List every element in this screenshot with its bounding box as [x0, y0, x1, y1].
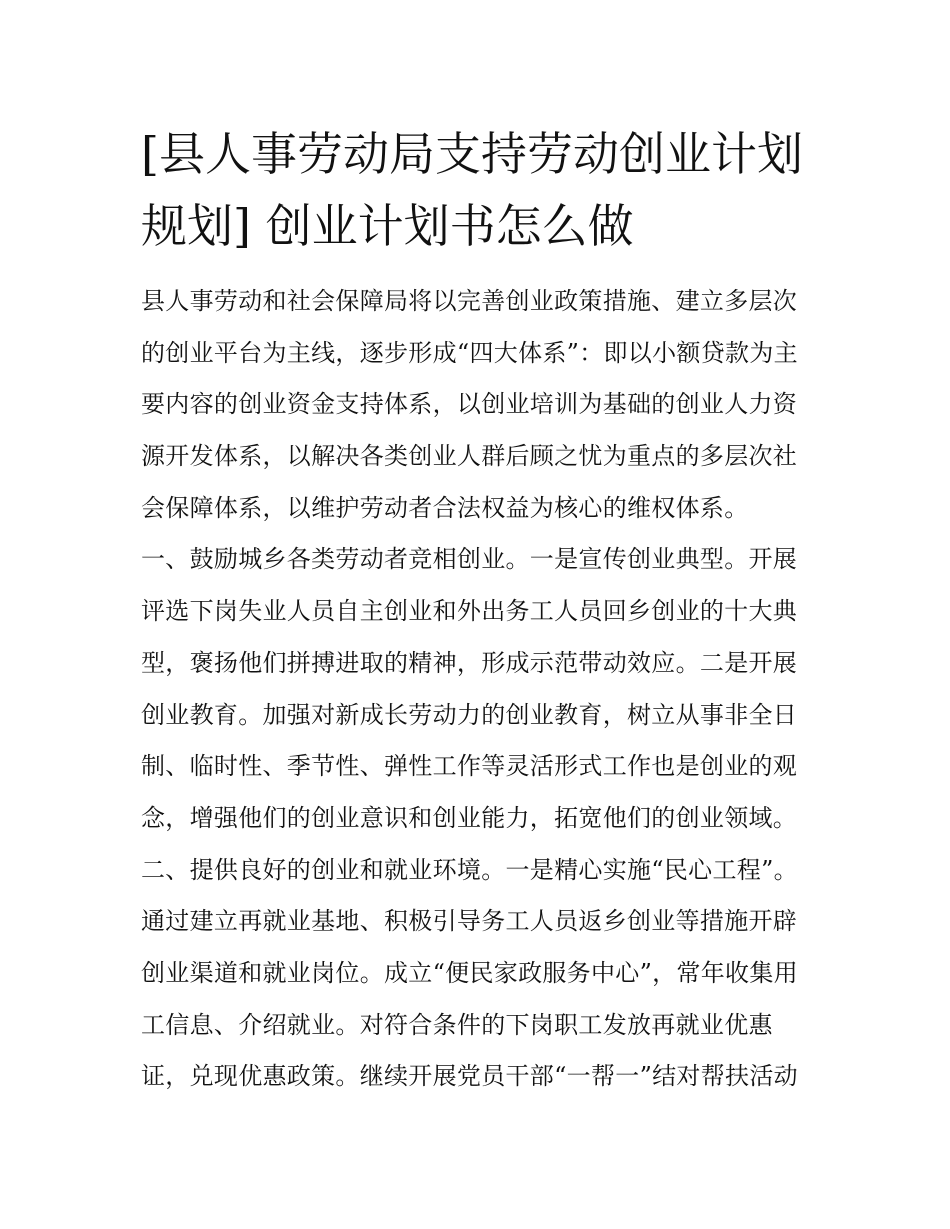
body-line: 工信息、介绍就业。对符合条件的下岗职工发放再就业优惠	[141, 1010, 773, 1039]
body-line: 会保障体系，以维护劳动者合法权益为核心的维权体系。	[141, 493, 749, 522]
body-line: 创业教育。加强对新成长劳动力的创业教育，树立从事非全日	[141, 700, 798, 729]
body-line: 念，增强他们的创业意识和创业能力，拓宽他们的创业领域。	[141, 803, 798, 832]
body-line: 证，兑现优惠政策。继续开展党员干部“一帮一”结对帮扶活动	[141, 1062, 798, 1091]
body-line: 通过建立再就业基地、积极引导务工人员返乡创业等措施开辟	[141, 907, 798, 936]
body-line: 型，褒扬他们拼搏进取的精神，形成示范带动效应。二是开展	[141, 648, 798, 677]
body-line: 县人事劳动和社会保障局将以完善创业政策措施、建立多层次	[141, 287, 798, 315]
body-line: 评选下岗失业人员自主创业和外出务工人员回乡创业的十大典	[141, 597, 798, 626]
body-line: 制、临时性、季节性、弹性工作等灵活形式工作也是创业的观	[141, 752, 798, 781]
body-line: 一、鼓励城乡各类劳动者竞相创业。一是宣传创业典型。开展	[141, 545, 798, 574]
body-line: 源开发体系，以解决各类创业人群后顾之忧为重点的多层次社	[141, 442, 798, 471]
body-line: 二、提供良好的创业和就业环境。一是精心实施“民心工程”。	[141, 855, 798, 884]
document-body	[141, 283, 821, 1110]
document-title: [县人事劳动局支持劳动创业计划规划] 创业计划书怎么做	[141, 127, 803, 253]
body-line: 要内容的创业资金支持体系，以创业培训为基础的创业人力资	[141, 390, 798, 419]
body-line: 创业渠道和就业岗位。成立“便民家政服务中心”，常年收集用	[141, 958, 798, 987]
body-line: 的创业平台为主线，逐步形成“四大体系”：即以小额贷款为主	[141, 338, 798, 367]
